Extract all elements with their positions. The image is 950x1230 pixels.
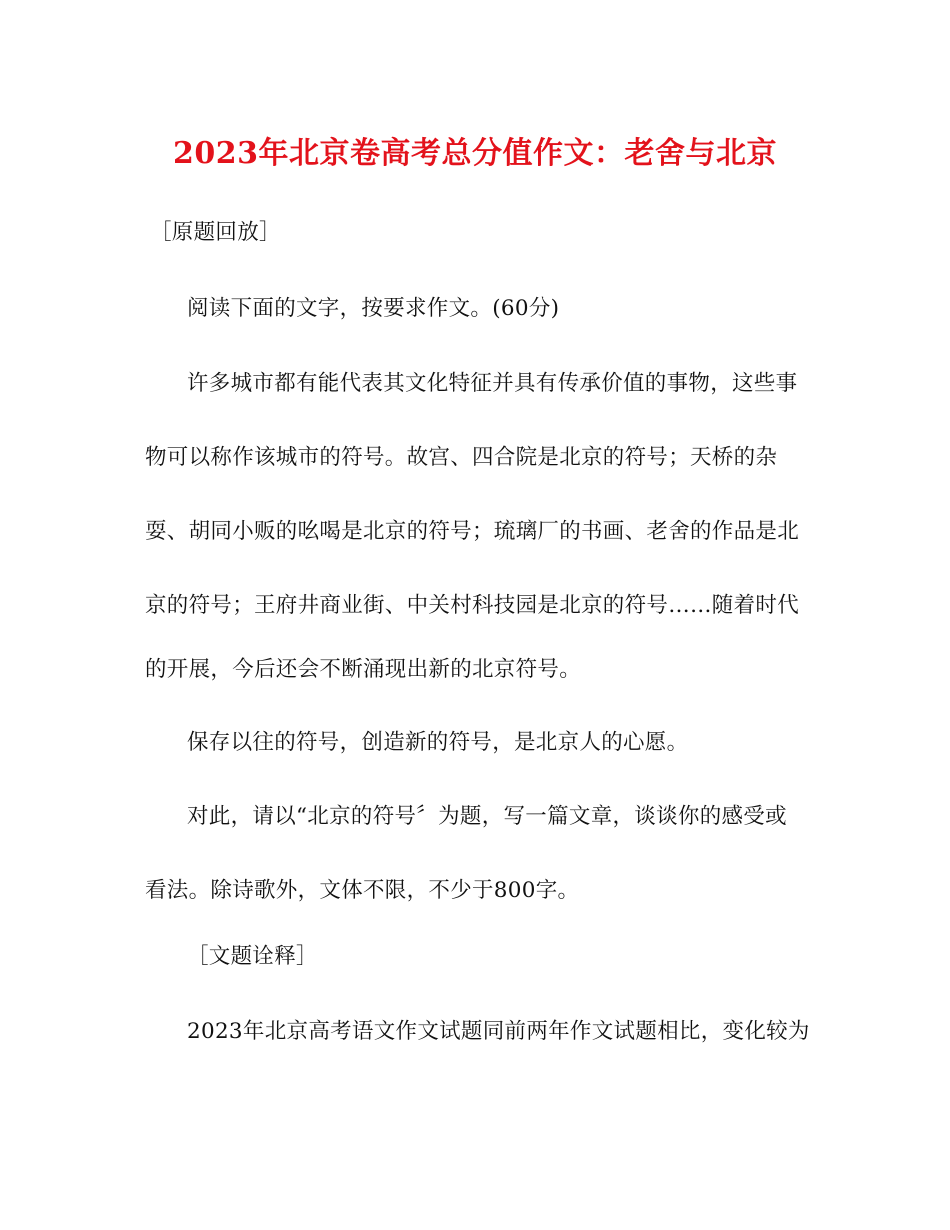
paragraph-line: 2023年北京高考语文作文试题同前两年作文试题相比，变化较为 [187, 1019, 810, 1044]
document-title: 2023年北京卷高考总分值作文：老舍与北京 [173, 136, 777, 171]
paragraph-line: 京的符号；王府井商业街、中关村科技园是北京的符号……随着时代 [145, 593, 800, 618]
paragraph-line: 的开展，今后还会不断涌现出新的北京符号。 [145, 657, 582, 682]
paragraph-line: 阅读下面的文字，按要求作文。(60分) [187, 296, 560, 321]
paragraph-line: 保存以往的符号，创造新的符号，是北京人的心愿。 [187, 730, 689, 755]
paragraph-line: 对此，请以“北京的符号〞为题，写一篇文章，谈谈你的感受或 [187, 804, 787, 829]
paragraph-line: 耍、胡同小贩的吆喝是北京的符号；琉璃厂的书画、老舍的作品是北 [145, 519, 800, 544]
paragraph-line: 物可以称作该城市的符号。故宫、四合院是北京的符号；天桥的杂 [145, 445, 778, 470]
paragraph-line: 许多城市都有能代表其文化特征并具有传承价值的事物，这些事 [187, 371, 798, 396]
section-heading-original: ［原题回放］ [150, 220, 281, 245]
paragraph-line: 看法。除诗歌外，文体不限，不少于800字。 [145, 878, 580, 903]
section-heading-analysis: ［文题诠释］ [187, 944, 318, 969]
